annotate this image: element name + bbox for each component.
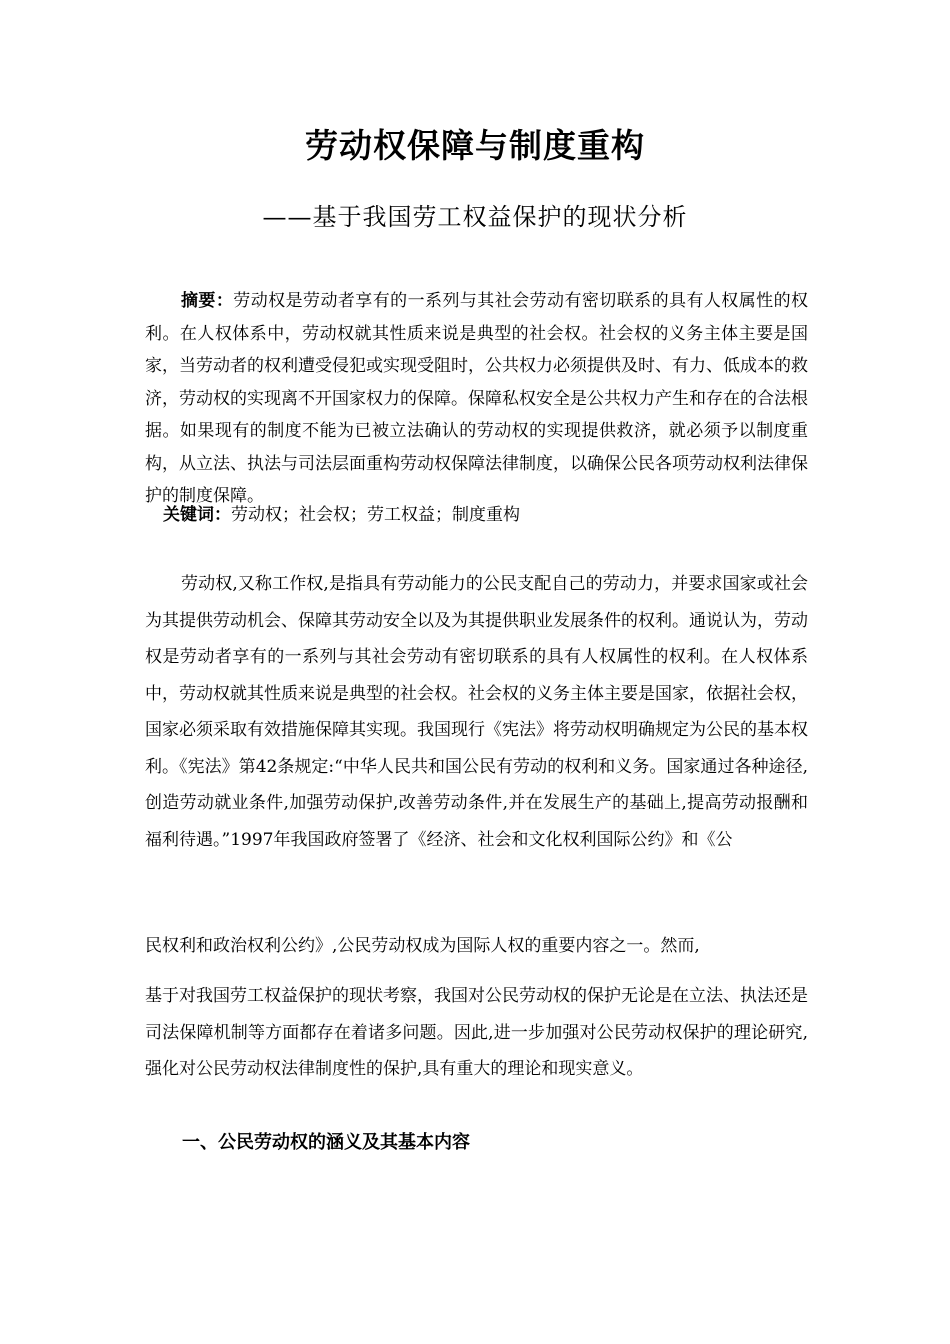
section-heading: 一、公民劳动权的涵义及其基本内容 xyxy=(182,1132,470,1153)
body-paragraph-2: 民权利和政治权利公约》,公民劳动权成为国际人权的重要内容之一。然而, xyxy=(145,936,700,956)
body-paragraph-1: 劳动权,又称工作权,是指具有劳动能力的公民支配自己的劳动力，并要求国家或社会为其提供劳动机会、保障其劳动安全以及为其提供职业发展条件的权利。通说认为，劳动权是劳动者享有的一系列与其社会劳动有密切联系的具有人权属性的权利。在人权体系中，劳动权就其性质来说是典型的社会权。社会权的义务主体主要是国家，依据社会权，国家必须采取有效措施保障其实现。我国现行《宪法》将劳动权明确规定为公民的基本权利。《宪法》第42条规定:“中华人民共和国公民有劳动的权利和义务。国家通过各种途径,创造劳动就业条件,加强劳动保护,改善劳动条件,并在发展生产的基础上,提高劳动报酬和福利待遇。”1997年我国政府签署了《经济、社会和文化权利国际公约》和《公 xyxy=(145,574,808,850)
keywords-label: 关键词： xyxy=(163,505,231,525)
abstract-text: 劳动权是劳动者享有的一系列与其社会劳动有密切联系的具有人权属性的权利。在人权体系中，劳动权就其性质来说是典型的社会权。社会权的义务主体主要是国家，当劳动者的权利遭受侵犯或实现受阻时，公共权力必须提供及时、有力、低成本的救济，劳动权的实现离不开国家权力的保障。保障私权安全是公共权力产生和存在的合法根据。如果现有的制度不能为已被立法确认的劳动权的实现提供救济，就必须予以制度重构，从立法、执法与司法层面重构劳动权保障法律制度，以确保公民各项劳动权利法律保护的制度保障。 xyxy=(145,291,809,506)
keywords-text: 劳动权；社会权；劳工权益；制度重构 xyxy=(231,505,520,525)
abstract-label: 摘要： xyxy=(181,291,234,311)
abstract-paragraph xyxy=(145,285,808,513)
document-title: 劳动权保障与制度重构 xyxy=(305,126,645,165)
body-paragraph-3: 基于对我国劳工权益保护的现状考察，我国对公民劳动权的保护无论是在立法、执法还是司法保障机制等方面都存在着诸多问题。因此,进一步加强对公民劳动权保护的理论研究,强化对公民劳动权法律制度性的保护,具有重大的理论和现实意义。 xyxy=(145,986,808,1079)
document-subtitle: ——基于我国劳工权益保护的现状分析 xyxy=(262,203,688,231)
keywords-line xyxy=(163,500,520,525)
